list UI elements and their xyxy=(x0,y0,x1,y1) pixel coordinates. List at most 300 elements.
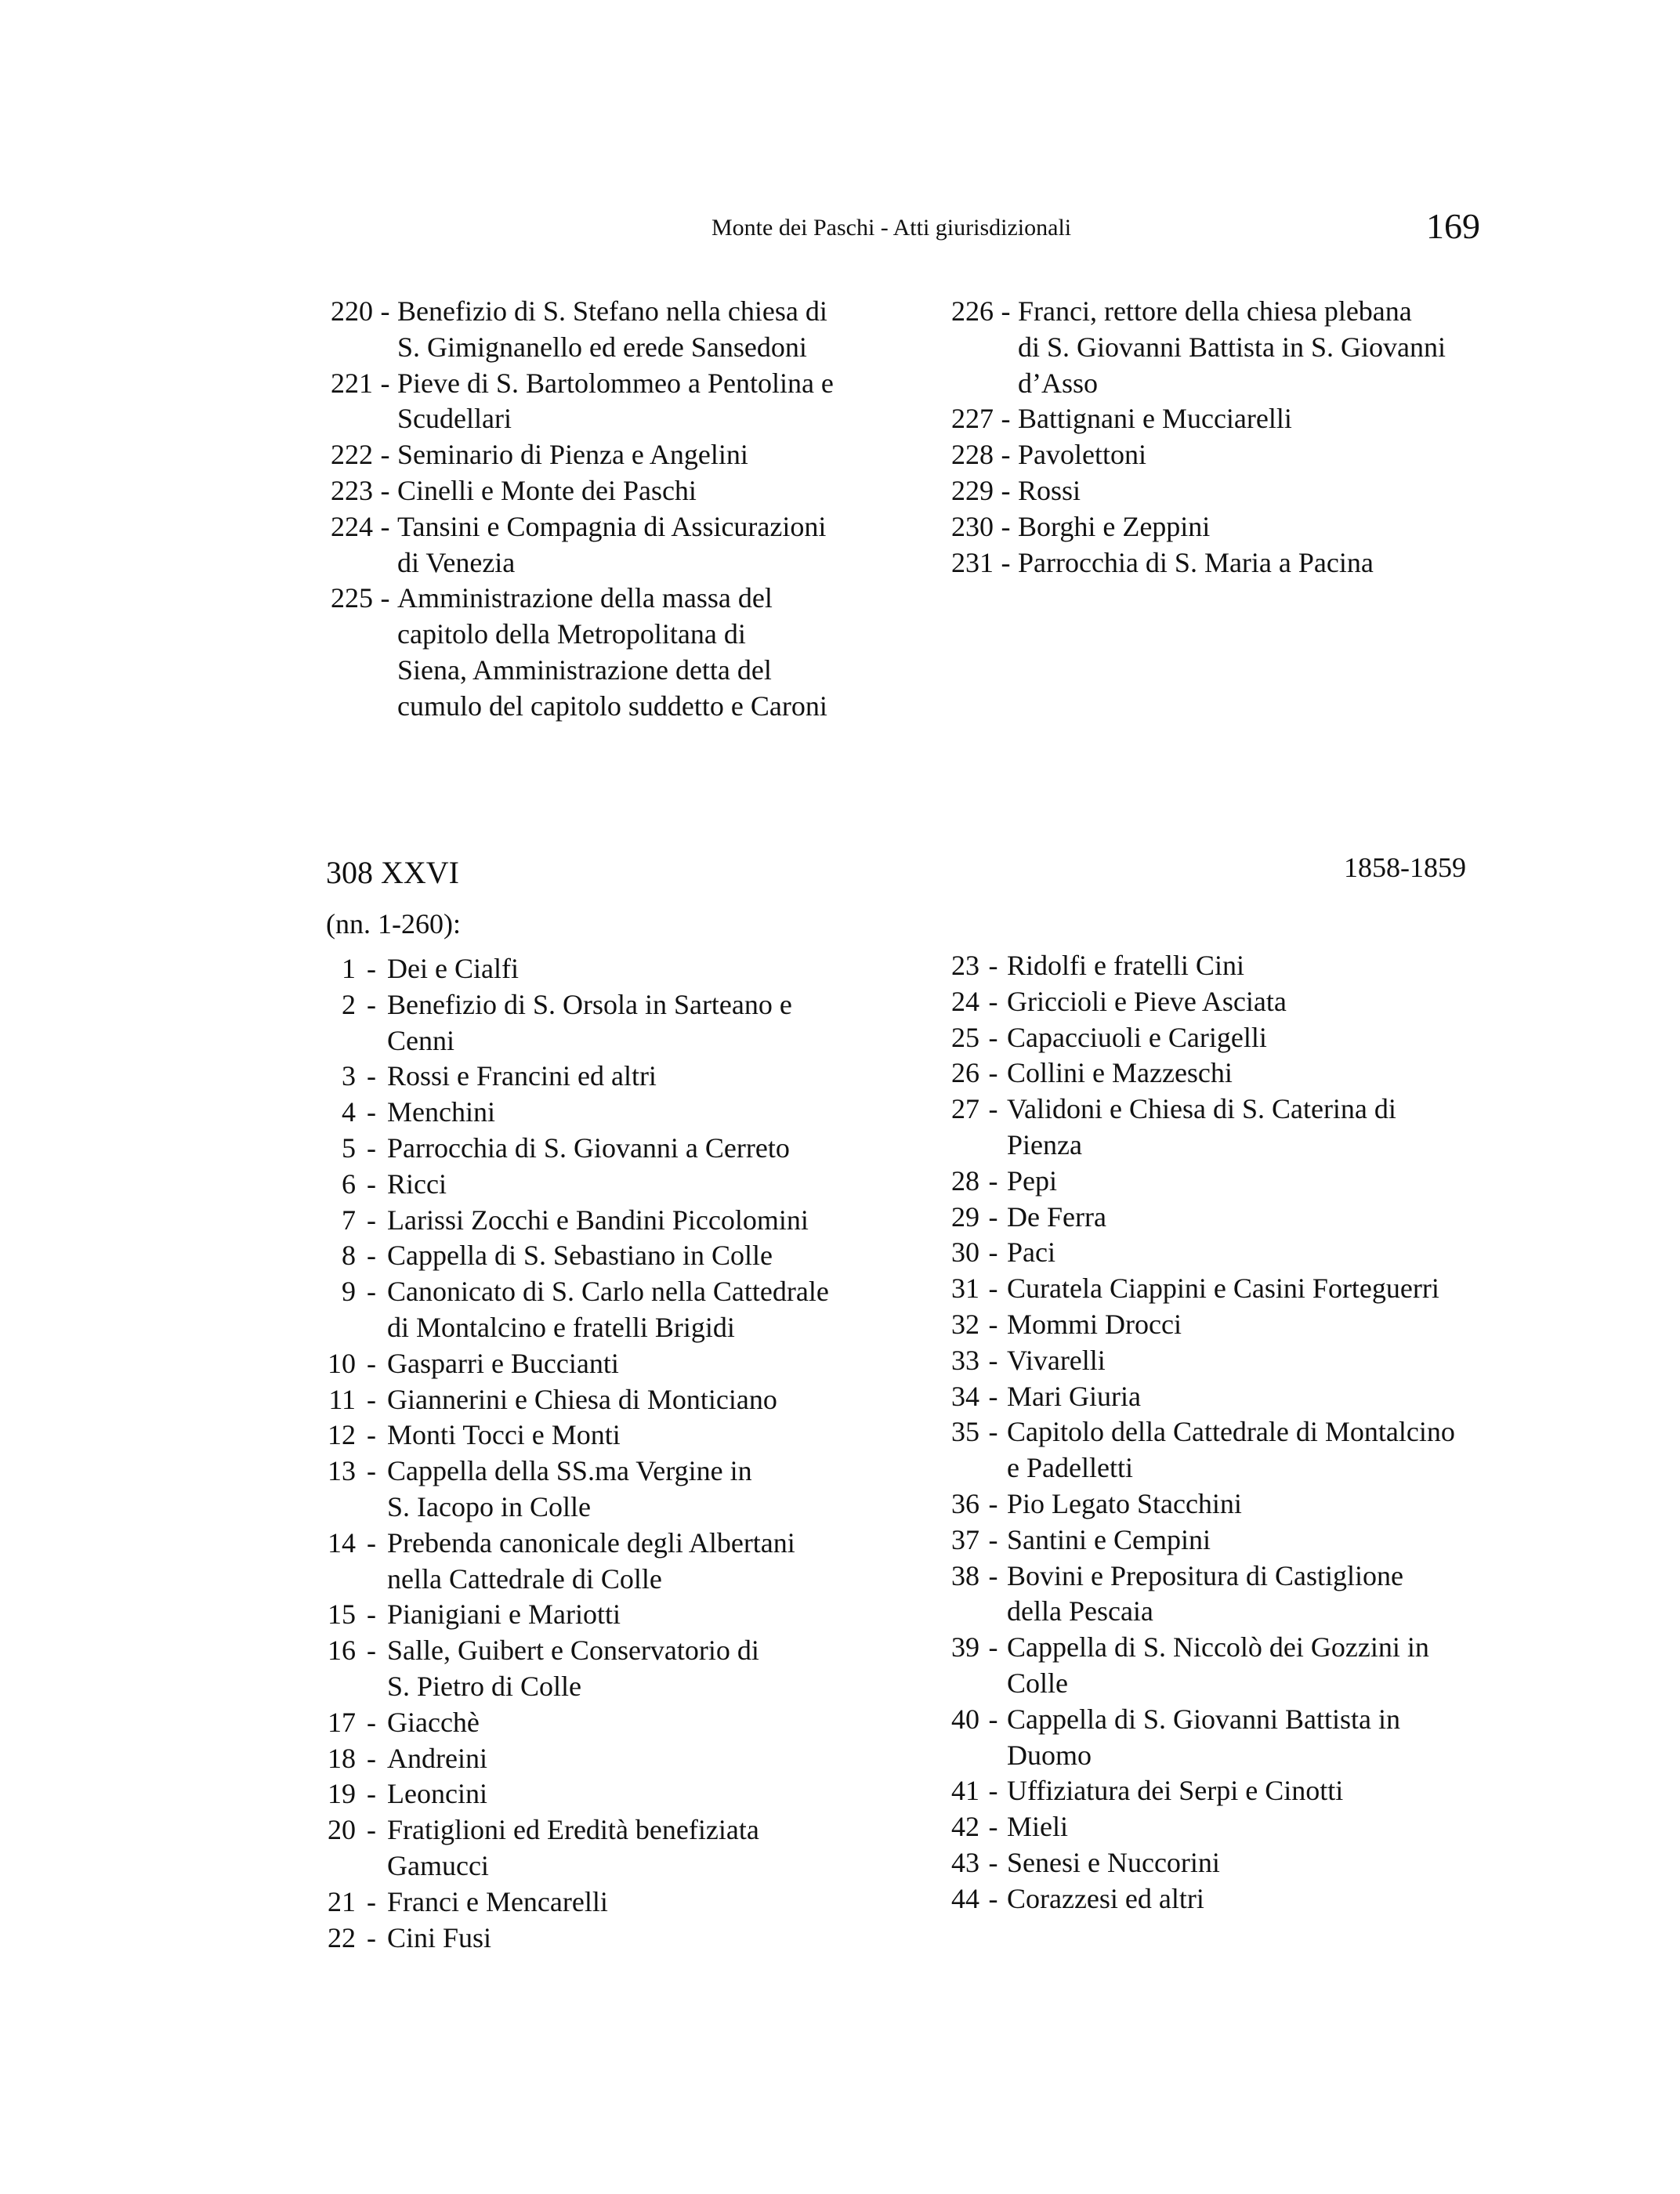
entry-dash: - xyxy=(988,1164,998,1197)
entry-number: 229 xyxy=(951,474,994,506)
entry-dash: - xyxy=(988,1093,998,1125)
list-item xyxy=(950,1809,1455,1845)
list-item xyxy=(326,437,834,473)
entry-line xyxy=(950,1307,1455,1343)
entry-line xyxy=(947,366,1446,402)
entry-number: 7 xyxy=(342,1204,356,1236)
entry-line xyxy=(326,1382,829,1418)
entry-line xyxy=(950,984,1455,1020)
entry-text: Salle, Guibert e Conservatorio di xyxy=(387,1635,759,1667)
entry-dash: - xyxy=(988,1308,998,1340)
entry-text: Rossi e Francini ed altri xyxy=(387,1060,657,1092)
entry-line xyxy=(950,1092,1455,1128)
entry-number: 221 xyxy=(331,367,373,399)
entry-text: Cenni xyxy=(387,1024,454,1056)
entry-number: 22 xyxy=(328,1921,356,1953)
entry-text: Rossi xyxy=(1018,474,1081,506)
entry-line xyxy=(950,1666,1455,1702)
list-item xyxy=(950,1630,1455,1702)
entry-text: Colle xyxy=(1007,1667,1068,1699)
entry-line xyxy=(326,1921,829,1957)
entry-number: 31 xyxy=(951,1273,979,1305)
entry-dash: - xyxy=(988,1559,998,1591)
entry-number: 23 xyxy=(951,950,979,981)
list-item xyxy=(326,1454,829,1526)
entry-line xyxy=(326,1812,829,1848)
entry-dash: - xyxy=(367,953,376,984)
entry-dash: - xyxy=(367,1778,376,1810)
list-item xyxy=(950,1235,1455,1271)
unit-title: 308 XXVI xyxy=(326,855,459,890)
list-item xyxy=(947,437,1446,473)
entry-dash: - xyxy=(367,1635,376,1667)
entry-dash: - xyxy=(988,1523,998,1555)
entry-dash: - xyxy=(367,1060,376,1092)
entry-number: 8 xyxy=(342,1240,356,1272)
entry-dash: - xyxy=(988,1631,998,1664)
entry-text: Pieve di S. Bartolommeo a Pentolina e xyxy=(397,367,834,399)
entry-line xyxy=(326,1131,829,1167)
entry-dash: - xyxy=(367,1706,376,1738)
entry-text: De Ferra xyxy=(1007,1200,1106,1233)
entry-dash: - xyxy=(367,1131,376,1164)
entry-text: Franci, rettore della chiesa plebana xyxy=(1018,295,1412,327)
entry-line xyxy=(326,1095,829,1131)
list-item xyxy=(326,1921,829,1957)
entry-text: Canonicato di S. Carlo nella Cattedrale xyxy=(387,1276,829,1308)
entry-line xyxy=(326,366,834,402)
entry-text: Prebenda canonicale degli Albertani xyxy=(387,1526,795,1559)
entry-number: 222 xyxy=(331,439,373,471)
list-item xyxy=(326,581,834,724)
entry-text: Collini e Mazzeschi xyxy=(1007,1057,1233,1089)
entry-number: 24 xyxy=(951,985,979,1017)
list-item xyxy=(326,1059,829,1095)
entry-dash: - xyxy=(1001,510,1011,542)
entry-number: 227 xyxy=(951,403,994,435)
entry-line xyxy=(950,1845,1455,1881)
entry-dash: - xyxy=(367,1921,376,1953)
entry-number: 25 xyxy=(951,1021,979,1053)
list-item xyxy=(950,948,1455,984)
entry-dash: - xyxy=(988,1487,998,1519)
entry-line xyxy=(950,1200,1455,1236)
entry-text: Battignani e Mucciarelli xyxy=(1018,403,1292,435)
entry-text: Santini e Cempini xyxy=(1007,1523,1211,1555)
running-title: Monte dei Paschi - Atti giurisdizionali xyxy=(711,215,1072,241)
entry-line xyxy=(326,1597,829,1633)
entry-number: 30 xyxy=(951,1236,979,1269)
list-item xyxy=(947,509,1446,545)
entry-dash: - xyxy=(988,1380,998,1412)
entry-line xyxy=(326,437,834,473)
entry-line xyxy=(950,1594,1455,1630)
entry-line xyxy=(950,948,1455,984)
entry-text: Curatela Ciappini e Casini Forteguerri xyxy=(1007,1273,1439,1305)
entry-dash: - xyxy=(988,1200,998,1233)
entry-text: e Padelletti xyxy=(1007,1452,1133,1484)
entry-line xyxy=(326,545,834,581)
entry-line xyxy=(947,437,1446,473)
entry-dash: - xyxy=(380,367,390,399)
entry-text: Tansini e Compagnia di Assicurazioni xyxy=(397,510,827,542)
entry-dash: - xyxy=(367,1598,376,1631)
list-item xyxy=(326,1382,829,1418)
list-item xyxy=(326,1167,829,1203)
entry-dash: - xyxy=(1001,546,1011,578)
list-item xyxy=(326,1346,829,1382)
list-item xyxy=(326,951,829,987)
entry-line xyxy=(326,1669,829,1705)
entry-text: Borghi e Zeppini xyxy=(1018,510,1211,542)
list-item xyxy=(947,473,1446,509)
entry-text: Duomo xyxy=(1007,1739,1092,1771)
entry-number: 224 xyxy=(331,510,373,542)
list-item xyxy=(950,1379,1455,1415)
entry-dash: - xyxy=(1001,403,1011,435)
entry-line xyxy=(326,1059,829,1095)
entry-number: 17 xyxy=(328,1706,356,1738)
entry-dash: - xyxy=(367,1276,376,1308)
entry-text: Scudellari xyxy=(397,403,512,435)
entry-text: Fratiglioni ed Eredità benefiziata xyxy=(387,1814,759,1846)
entry-line xyxy=(326,294,834,330)
list-item xyxy=(326,1238,829,1274)
list-item xyxy=(326,987,829,1059)
entry-text: Corazzesi ed altri xyxy=(1007,1882,1204,1914)
list-item xyxy=(326,294,834,366)
entry-dash: - xyxy=(367,1419,376,1451)
entry-line xyxy=(326,1023,829,1059)
list-item xyxy=(326,1597,829,1633)
list-item xyxy=(950,1845,1455,1881)
entry-line xyxy=(326,1741,829,1777)
list-item xyxy=(326,1274,829,1346)
entry-number: 28 xyxy=(951,1164,979,1197)
entry-line xyxy=(326,1203,829,1239)
entry-text: Benefizio di S. Orsola in Sarteano e xyxy=(387,988,792,1020)
entry-text: Pianigiani e Mariotti xyxy=(387,1598,621,1631)
entry-number: 29 xyxy=(951,1200,979,1233)
entry-line xyxy=(950,1414,1455,1450)
entry-number: 42 xyxy=(951,1811,979,1843)
entry-line xyxy=(950,1486,1455,1522)
entry-dash: - xyxy=(367,1168,376,1200)
entry-text: Seminario di Pienza e Angelini xyxy=(397,439,748,471)
entry-line xyxy=(950,1055,1455,1092)
entry-number: 3 xyxy=(342,1060,356,1092)
entry-number: 44 xyxy=(951,1882,979,1914)
entry-text: Giannerini e Chiesa di Monticiano xyxy=(387,1383,777,1415)
entry-line xyxy=(950,1450,1455,1486)
entry-number: 2 xyxy=(342,988,356,1020)
list-item xyxy=(950,1414,1455,1486)
entry-text: Benefizio di S. Stefano nella chiesa di xyxy=(397,295,827,327)
entry-number: 225 xyxy=(331,582,373,614)
list-item xyxy=(950,1486,1455,1522)
entry-dash: - xyxy=(988,985,998,1017)
entry-text: Cappella di S. Sebastiano in Colle xyxy=(387,1240,773,1272)
entry-line xyxy=(326,689,834,725)
list-item xyxy=(326,1812,829,1884)
entry-line xyxy=(950,1773,1455,1809)
entry-number: 226 xyxy=(951,295,994,327)
list-column xyxy=(326,294,834,725)
list-item xyxy=(950,1522,1455,1559)
entry-number: 20 xyxy=(328,1814,356,1846)
entry-line xyxy=(326,330,834,366)
entry-number: 41 xyxy=(951,1775,979,1807)
list-item xyxy=(326,1526,829,1598)
entry-text: Menchini xyxy=(387,1096,495,1128)
entry-number: 220 xyxy=(331,295,373,327)
list-item xyxy=(950,1020,1455,1056)
entry-text: Cinelli e Monte dei Paschi xyxy=(397,474,697,506)
entry-dash: - xyxy=(988,1703,998,1735)
list-item xyxy=(950,1055,1455,1092)
entry-line xyxy=(326,1776,829,1812)
entry-text: Cappella di S. Niccolò dei Gozzini in xyxy=(1007,1631,1429,1664)
entry-text: Mari Giuria xyxy=(1007,1380,1141,1412)
entry-dash: - xyxy=(367,1347,376,1379)
entry-text: di Venezia xyxy=(397,546,516,578)
entry-number: 27 xyxy=(951,1093,979,1125)
list-item xyxy=(950,1092,1455,1164)
entry-line xyxy=(326,509,834,545)
entry-line xyxy=(950,1164,1455,1200)
entry-dash: - xyxy=(367,1526,376,1559)
entry-text: Vivarelli xyxy=(1007,1344,1106,1376)
entry-dash: - xyxy=(988,1273,998,1305)
entry-number: 35 xyxy=(951,1416,979,1448)
entry-number: 13 xyxy=(328,1455,356,1487)
entry-line xyxy=(950,1630,1455,1666)
list-item xyxy=(326,509,834,581)
list-item xyxy=(947,294,1446,401)
entry-line xyxy=(947,509,1446,545)
entry-number: 231 xyxy=(951,546,994,578)
entry-text: Ridolfi e fratelli Cini xyxy=(1007,950,1244,981)
entry-line xyxy=(950,1020,1455,1056)
entry-text: Pavolettoni xyxy=(1018,439,1146,471)
entry-text: Uffiziatura dei Serpi e Cinotti xyxy=(1007,1775,1344,1807)
entry-dash: - xyxy=(988,1811,998,1843)
entry-line xyxy=(950,1235,1455,1271)
entry-line xyxy=(326,1562,829,1598)
list-item xyxy=(326,1095,829,1131)
entry-line xyxy=(326,987,829,1023)
entry-number: 15 xyxy=(328,1598,356,1631)
entry-number: 10 xyxy=(328,1347,356,1379)
entry-line xyxy=(326,951,829,987)
entry-line xyxy=(326,617,834,653)
entry-text: capitolo della Metropolitana di xyxy=(397,618,746,650)
unit-range: (nn. 1-260): xyxy=(326,908,461,940)
entry-number: 1 xyxy=(342,953,356,984)
entry-line xyxy=(326,1454,829,1490)
entry-line xyxy=(326,1526,829,1562)
entry-text: S. Iacopo in Colle xyxy=(387,1490,591,1522)
entry-text: Andreini xyxy=(387,1742,487,1774)
list-item xyxy=(950,1702,1455,1774)
entry-dash: - xyxy=(988,1021,998,1053)
entry-number: 43 xyxy=(951,1846,979,1878)
entry-text: d’Asso xyxy=(1018,367,1099,399)
entry-dash: - xyxy=(367,1096,376,1128)
list-column xyxy=(950,948,1455,1917)
entry-dash: - xyxy=(367,1742,376,1774)
entry-line xyxy=(326,1346,829,1382)
list-column xyxy=(947,294,1446,581)
entry-number: 21 xyxy=(328,1885,356,1917)
entry-dash: - xyxy=(367,1885,376,1917)
entry-number: 12 xyxy=(328,1419,356,1451)
entry-number: 11 xyxy=(328,1383,356,1415)
entry-number: 39 xyxy=(951,1631,979,1664)
list-item xyxy=(950,1164,1455,1200)
entry-line xyxy=(326,1633,829,1669)
entry-line xyxy=(950,1271,1455,1307)
entry-dash: - xyxy=(367,1455,376,1487)
entry-number: 4 xyxy=(342,1096,356,1128)
list-item xyxy=(950,1343,1455,1379)
entry-text: Paci xyxy=(1007,1236,1055,1269)
list-item xyxy=(326,473,834,509)
entry-text: Griccioli e Pieve Asciata xyxy=(1007,985,1287,1017)
entry-line xyxy=(950,1128,1455,1164)
entry-text: Senesi e Nuccorini xyxy=(1007,1846,1220,1878)
entry-line xyxy=(947,473,1446,509)
entry-text: Ricci xyxy=(387,1168,447,1200)
entry-number: 38 xyxy=(951,1559,979,1591)
list-item xyxy=(326,1131,829,1167)
entry-number: 26 xyxy=(951,1057,979,1089)
entry-dash: - xyxy=(1001,439,1011,471)
entry-line xyxy=(326,581,834,617)
entry-number: 40 xyxy=(951,1703,979,1735)
entry-text: S. Pietro di Colle xyxy=(387,1670,582,1702)
list-item xyxy=(947,545,1446,581)
entry-dash: - xyxy=(380,295,390,327)
entry-line xyxy=(326,1705,829,1741)
list-item xyxy=(950,984,1455,1020)
entry-dash: - xyxy=(988,1344,998,1376)
entry-number: 5 xyxy=(342,1131,356,1164)
entry-text: della Pescaia xyxy=(1007,1595,1153,1627)
list-item xyxy=(326,1203,829,1239)
list-item xyxy=(950,1881,1455,1917)
entry-text: Parrocchia di S. Giovanni a Cerreto xyxy=(387,1131,790,1164)
list-item xyxy=(326,1705,829,1741)
list-item xyxy=(326,1776,829,1812)
entry-text: Franci e Mencarelli xyxy=(387,1885,608,1917)
entry-dash: - xyxy=(988,1882,998,1914)
entry-dash: - xyxy=(988,1057,998,1089)
page-number: 169 xyxy=(1426,206,1480,246)
entry-text: Larissi Zocchi e Bandini Piccolomini xyxy=(387,1204,809,1236)
entry-dash: - xyxy=(988,1416,998,1448)
list-item xyxy=(950,1200,1455,1236)
entry-line xyxy=(326,1274,829,1310)
entry-dash: - xyxy=(367,1814,376,1846)
entry-text: Leoncini xyxy=(387,1778,487,1810)
entry-dash: - xyxy=(367,1240,376,1272)
entry-number: 19 xyxy=(328,1778,356,1810)
entry-dash: - xyxy=(1001,295,1011,327)
entry-text: Mommi Drocci xyxy=(1007,1308,1182,1340)
entry-text: Cappella di S. Giovanni Battista in xyxy=(1007,1703,1400,1735)
entry-text: Monti Tocci e Monti xyxy=(387,1419,621,1451)
entry-text: Bovini e Prepositura di Castiglione xyxy=(1007,1559,1403,1591)
entry-text: Parrocchia di S. Maria a Pacina xyxy=(1018,546,1374,578)
list-column xyxy=(326,951,829,1956)
entry-number: 33 xyxy=(951,1344,979,1376)
entry-line xyxy=(326,653,834,689)
entry-text: nella Cattedrale di Colle xyxy=(387,1562,662,1595)
entry-text: di Montalcino e fratelli Brigidi xyxy=(387,1311,735,1343)
entry-number: 14 xyxy=(328,1526,356,1559)
entry-text: Giacchè xyxy=(387,1706,480,1738)
list-item xyxy=(326,366,834,438)
entry-line xyxy=(950,1379,1455,1415)
entry-dash: - xyxy=(988,950,998,981)
entry-text: Capitolo della Cattedrale di Montalcino xyxy=(1007,1416,1455,1448)
entry-line xyxy=(947,294,1446,330)
entry-text: Pio Legato Stacchini xyxy=(1007,1487,1242,1519)
list-item xyxy=(950,1307,1455,1343)
entry-line xyxy=(950,1343,1455,1379)
entry-text: cumulo del capitolo suddetto e Caroni xyxy=(397,690,827,722)
unit-dates: 1858-1859 xyxy=(1344,852,1466,883)
entry-line xyxy=(947,330,1446,366)
entry-dash: - xyxy=(380,474,390,506)
entry-text: Mieli xyxy=(1007,1811,1068,1843)
entry-number: 36 xyxy=(951,1487,979,1519)
entry-text: Validoni e Chiesa di S. Caterina di xyxy=(1007,1093,1396,1125)
entry-dash: - xyxy=(380,510,390,542)
entry-number: 37 xyxy=(951,1523,979,1555)
entry-line xyxy=(326,1490,829,1526)
entry-number: 16 xyxy=(328,1635,356,1667)
entry-text: Amministrazione della massa del xyxy=(397,582,773,614)
entry-dash: - xyxy=(380,582,390,614)
entry-line xyxy=(326,1417,829,1454)
entry-text: di S. Giovanni Battista in S. Giovanni xyxy=(1018,331,1446,363)
entry-number: 18 xyxy=(328,1742,356,1774)
entry-text: Cini Fusi xyxy=(387,1921,492,1953)
entry-line xyxy=(950,1559,1455,1595)
entry-number: 34 xyxy=(951,1380,979,1412)
entry-line xyxy=(326,1238,829,1274)
entry-line xyxy=(950,1702,1455,1738)
entry-number: 6 xyxy=(342,1168,356,1200)
list-item xyxy=(326,1633,829,1705)
entry-text: Siena, Amministrazione detta del xyxy=(397,653,772,686)
entry-line xyxy=(326,473,834,509)
entry-text: Gamucci xyxy=(387,1849,489,1881)
entry-text: Pienza xyxy=(1007,1128,1082,1160)
entry-text: Capacciuoli e Carigelli xyxy=(1007,1021,1267,1053)
entry-dash: - xyxy=(367,1204,376,1236)
entry-dash: - xyxy=(1001,474,1011,506)
list-item xyxy=(326,1741,829,1777)
list-item xyxy=(326,1417,829,1454)
entry-number: 223 xyxy=(331,474,373,506)
entry-line xyxy=(326,1884,829,1921)
entry-dash: - xyxy=(367,1383,376,1415)
list-item xyxy=(947,401,1446,437)
entry-dash: - xyxy=(367,988,376,1020)
